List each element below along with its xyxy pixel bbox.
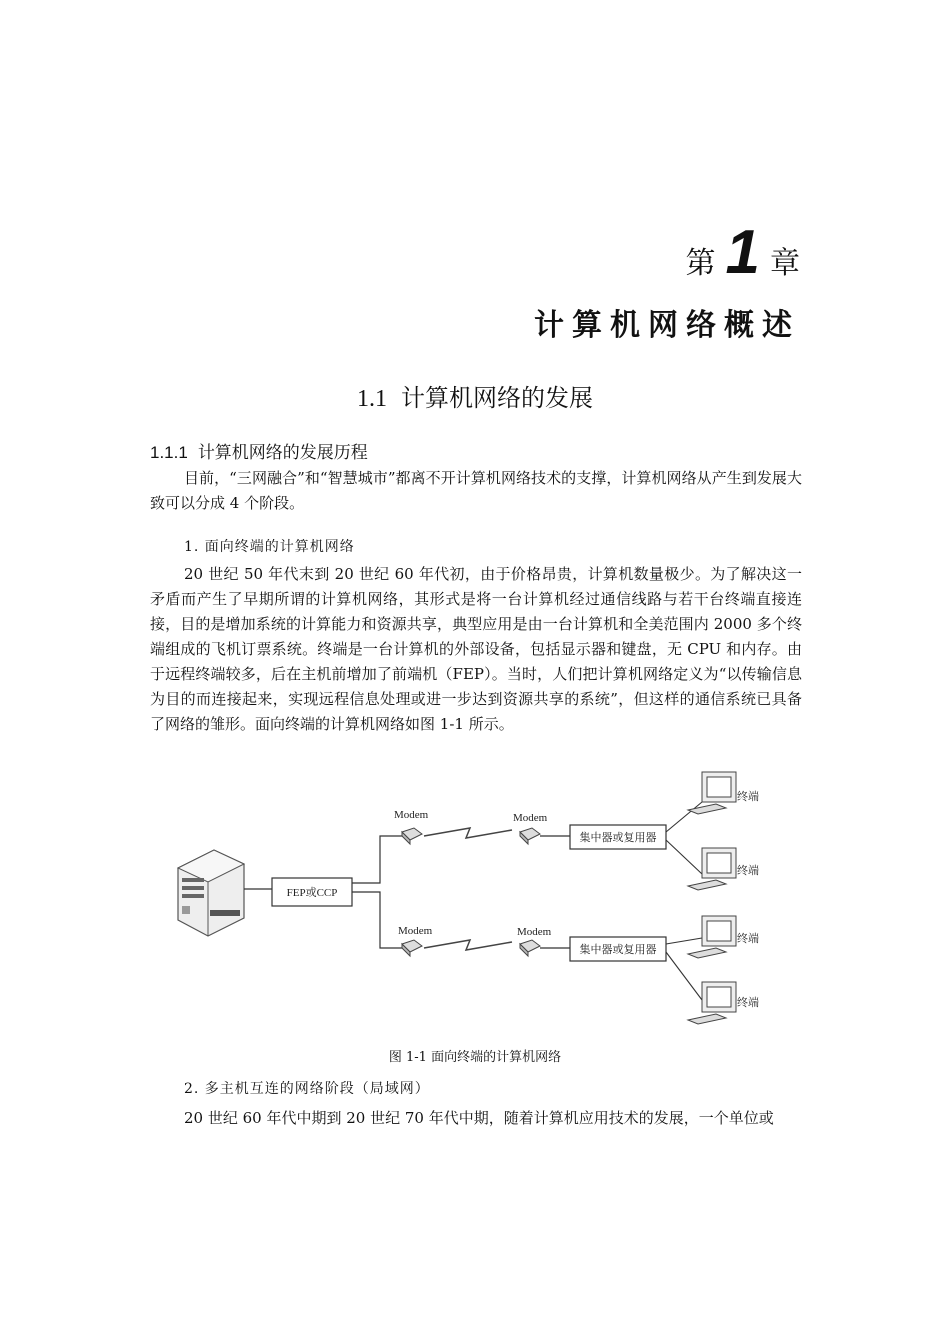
list-item-2: 2. 多主机互连的网络阶段（局域网）: [184, 1081, 430, 1097]
paragraph-stage1: 20 世纪 50 年代末到 20 世纪 60 年代初，由于价格昂贵，计算机数量极少。为了解决这一矛盾而产生了早期所谓的计算机网络，其形式是将一台计算机经过通信线路与若干台终端直接连接，目的是增加系统的计算能力和资源共享，典型应用是由一台计算机和全美范围内 2000 多个终端组成的飞机订票系统。终端是一台计算机的外部设备，包括显示器和键盘，无 CPU 和内存。由于远程终端较多，后在主机前增加了前端机（FEP）。当时，人们把计算机网络定义为“以传输信息为目的而连接起来，实现远程信息处理或进一步达到资源共享的系统”，但这样的通信系统已具备了网络的雏形。面向终端的计算机网络如图 1-1 所示。: [150, 565, 802, 733]
subsection-title: 计算机网络的发展历程: [197, 443, 368, 463]
figure-caption: 图 1-1 面向终端的计算机网络: [388, 1050, 562, 1065]
modem-label-3: Modem: [398, 925, 433, 937]
concentrator-box: [570, 937, 666, 961]
modem-label-4: Modem: [517, 926, 552, 938]
concentrator-box: [570, 825, 666, 849]
list-item-1: 1. 面向终端的计算机网络: [184, 539, 355, 555]
modem-icon: [520, 940, 540, 956]
chapter-title: 计算机网络概述: [534, 308, 800, 343]
concentrator-label-2: 集中器或复用器: [579, 943, 657, 956]
server-icon: [178, 850, 244, 936]
modem-label-2: Modem: [513, 812, 548, 824]
modem-icon: [402, 828, 422, 844]
terminal-label-3: 终端: [737, 932, 759, 945]
terminal-label-1: 终端: [737, 790, 759, 803]
paragraph-stage2: 20 世纪 60 年代中期到 20 世纪 70 年代中期，随着计算机应用技术的发展，一个单位或: [184, 1109, 774, 1127]
terminal-label-2: 终端: [737, 864, 759, 877]
network-diagram: [170, 768, 810, 1036]
modem-icon: [520, 828, 540, 844]
modem-icon: [402, 940, 422, 956]
section-title: 计算机网络的发展: [401, 384, 593, 412]
chapter-heading: [685, 218, 800, 287]
terminal-icon: [688, 848, 736, 890]
fep-box: [272, 878, 352, 906]
terminal-label-4: 终端: [737, 996, 759, 1009]
subsection-heading: [150, 438, 368, 463]
concentrator-label-1: 集中器或复用器: [579, 831, 657, 844]
chapter-prefix: 第: [685, 246, 716, 281]
paragraph-intro: 目前，“三网融合”和“智慧城市”都离不开计算机网络技术的支撑，计算机网络从产生到发展大致可以分成 4 个阶段。: [150, 469, 802, 512]
fep-label: FEP或CCP: [286, 887, 338, 899]
subsection-number: 1.1.1: [150, 443, 188, 462]
terminal-icon: [688, 982, 736, 1024]
section-heading: [0, 378, 950, 413]
terminal-icon: [688, 916, 736, 958]
chapter-suffix: 章: [770, 246, 800, 281]
section-number: 1.1: [357, 386, 387, 412]
chapter-number: 1: [725, 218, 760, 287]
modem-label-1: Modem: [394, 809, 429, 821]
